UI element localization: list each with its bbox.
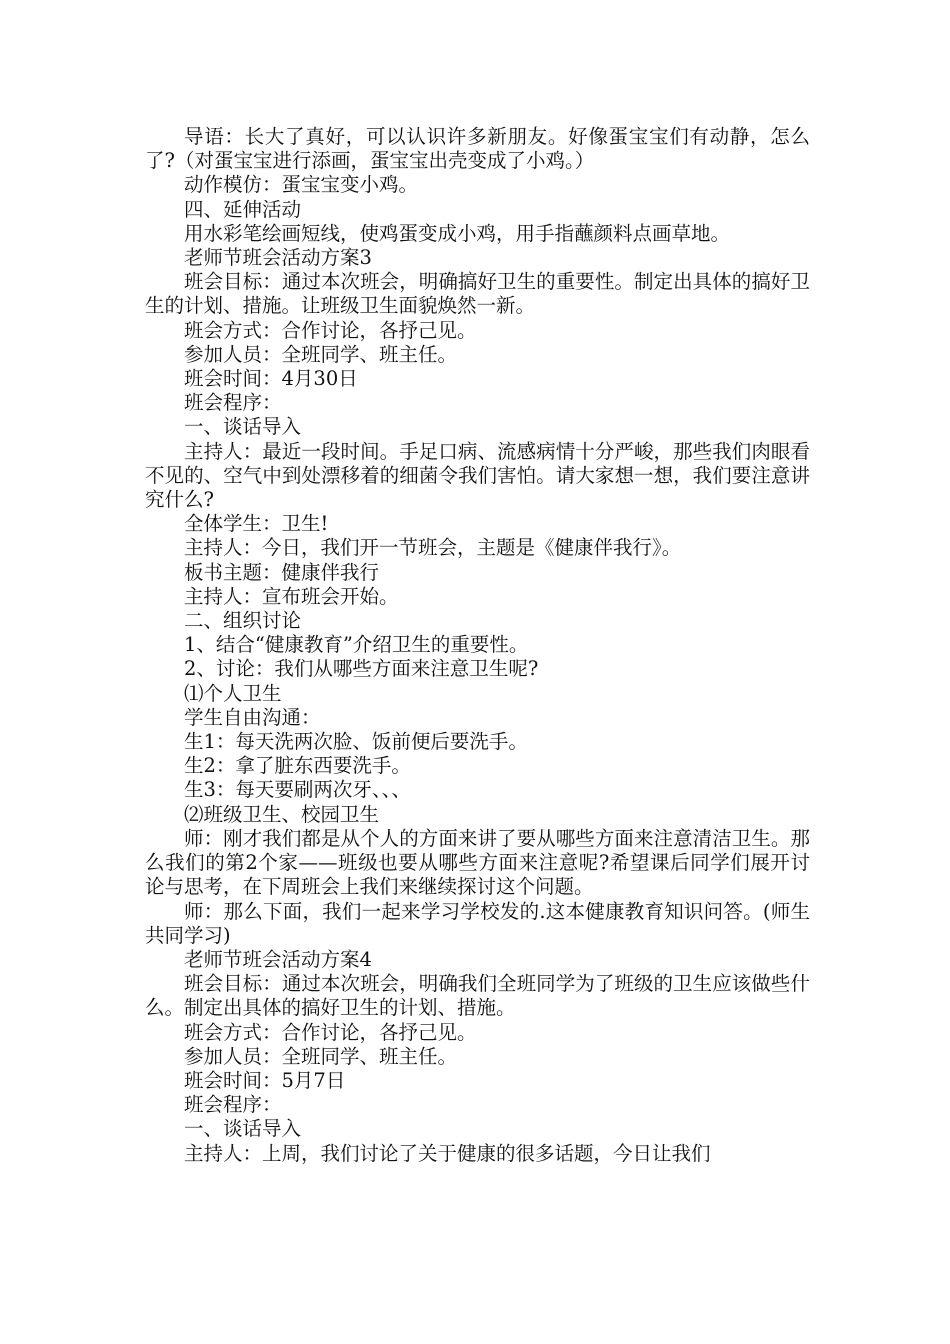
paragraph: 班会程序： xyxy=(184,1093,282,1117)
paragraph: 全体学生：卫生! xyxy=(184,512,329,536)
paragraph: 班会时间：4月30日 xyxy=(184,367,358,391)
paragraph: 班会目标：通过本次班会，明确我们全班同学为了班级的卫生应该做些什么。制定出具体的搞好卫生的计划、措施。 xyxy=(145,972,810,1020)
paragraph: 用水彩笔绘画短线，使鸡蛋变成小鸡，用手指蘸颜料点画草地。 xyxy=(184,221,731,245)
paragraph: 班会方式：合作讨论，各抒己见。 xyxy=(184,318,477,342)
paragraph: 学生自由沟通： xyxy=(184,705,321,729)
paragraph: 主持人：上周，我们讨论了关于健康的很多话题，今日让我们 xyxy=(184,1141,711,1165)
paragraph: 1、结合“健康教育”介绍卫生的重要性。 xyxy=(184,633,529,657)
paragraph: 2、讨论：我们从哪些方面来注意卫生呢? xyxy=(184,657,539,681)
section-heading: 四、延伸活动 xyxy=(184,197,302,221)
paragraph: 主持人：宣布班会开始。 xyxy=(184,584,399,608)
paragraph: 班会时间：5月7日 xyxy=(184,1068,346,1092)
plan-title: 老师节班会活动方案4 xyxy=(184,947,372,971)
plan-title: 老师节班会活动方案3 xyxy=(184,246,372,270)
paragraph: 班会方式：合作讨论，各抒己见。 xyxy=(184,1020,477,1044)
paragraph: 主持人：今日，我们开一节班会，主题是《健康伴我行》。 xyxy=(184,536,682,560)
document-body xyxy=(145,125,810,1166)
paragraph: 生2：拿了脏东西要洗手。 xyxy=(184,754,411,778)
section-heading: 二、组织讨论 xyxy=(184,609,302,633)
paragraph: 导语：长大了真好，可以认识许多新朋友。好像蛋宝宝们有动静，怎么了?（对蛋宝宝进行添画，蛋宝宝出壳变成了小鸡。） xyxy=(145,125,810,173)
section-heading: 一、谈话导入 xyxy=(184,1117,302,1141)
paragraph: ⑵班级卫生、校园卫生 xyxy=(184,802,380,826)
paragraph: ⑴个人卫生 xyxy=(184,681,282,705)
paragraph: 板书主题：健康伴我行 xyxy=(184,560,380,584)
paragraph: 生3：每天要刷两次牙、、、 xyxy=(184,778,411,802)
paragraph: 动作模仿：蛋宝宝变小鸡。 xyxy=(184,173,419,197)
paragraph: 生1：每天洗两次脸、饭前便后要洗手。 xyxy=(184,730,528,754)
paragraph: 班会目标：通过本次班会，明确搞好卫生的重要性。制定出具体的搞好卫生的计划、措施。让班级卫生面貌焕然一新。 xyxy=(145,270,810,318)
paragraph: 参加人员：全班同学、班主任。 xyxy=(184,1044,458,1068)
paragraph: 参加人员：全班同学、班主任。 xyxy=(184,342,458,366)
paragraph: 师：那么下面，我们一起来学习学校发的.这本健康教育知识问答。(师生共同学习) xyxy=(145,899,810,947)
paragraph: 班会程序： xyxy=(184,391,282,415)
section-heading: 一、谈话导入 xyxy=(184,415,302,439)
paragraph: 主持人：最近一段时间。手足口病、流感病情十分严峻，那些我们肉眼看不见的、空气中到处漂移着的细菌令我们害怕。请大家想一想，我们要注意讲究什么? xyxy=(145,439,810,512)
paragraph: 师：刚才我们都是从个人的方面来讲了要从哪些方面来注意清洁卫生。那么我们的第2个家——班级也要从哪些方面来注意呢?希望课后同学们展开讨论与思考，在下周班会上我们来继续探讨这个问题。 xyxy=(145,826,810,899)
